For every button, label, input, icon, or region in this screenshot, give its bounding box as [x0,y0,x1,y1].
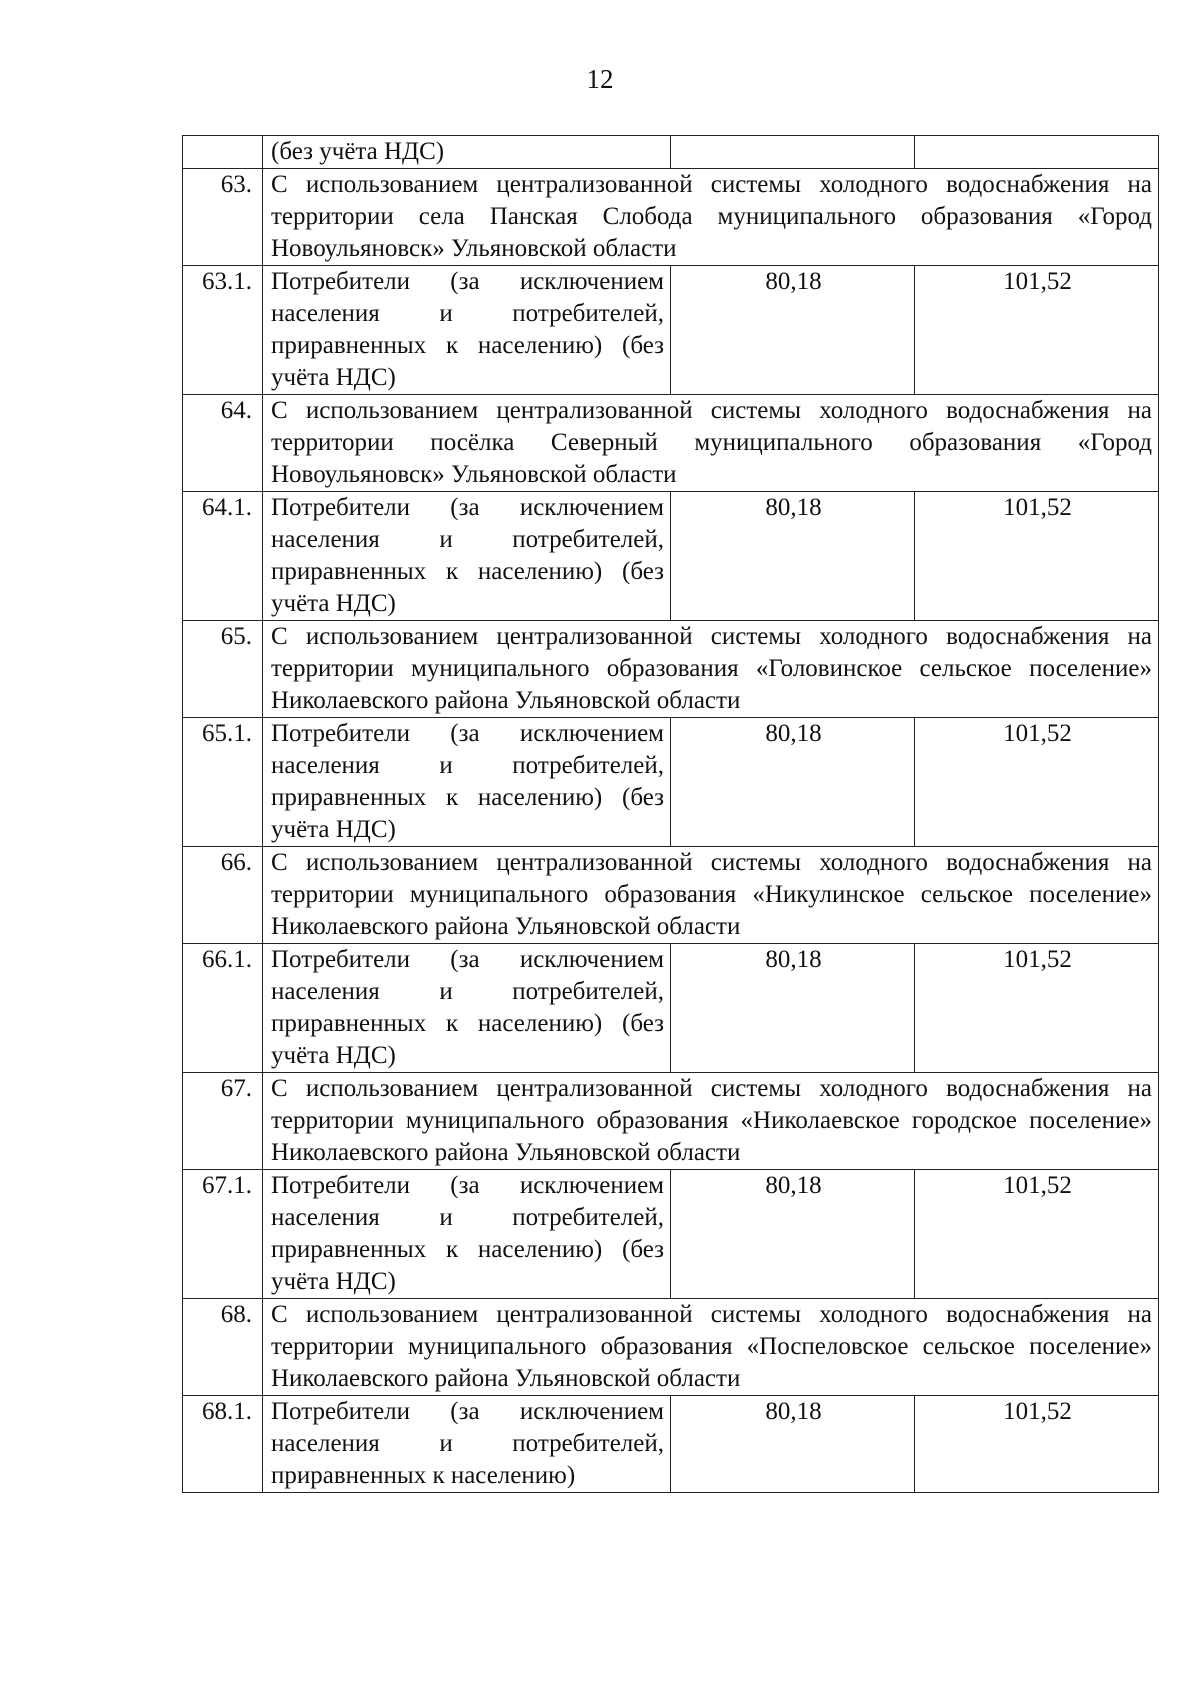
tariff-value-cell: 101,52 [915,944,1159,1073]
table-row [183,847,1159,944]
row-number-cell: 66. [183,847,263,944]
tariff-table [182,135,1159,1493]
section-heading-cell: С использованием централизованной системы холодного водоснабжения на территории муниципального образования «Николаевское городское поселение» Николаевского района Ульяновской области [263,1073,1159,1170]
tariff-value-cell: 101,52 [915,492,1159,621]
table-row [183,718,1159,847]
consumer-text-cell: Потребители (за исключением населения и потребителей, приравненных к населению) (без учёта НДС) [263,1170,671,1299]
section-heading-cell: С использованием централизованной системы холодного водоснабжения на территории села Панская Слобода муниципального образования «Город Новоульяновск» Ульяновской области [263,169,1159,266]
row-number-cell: 63.1. [183,266,263,395]
row-number-cell: 64.1. [183,492,263,621]
consumer-text-cell: (без учёта НДС) [263,136,671,169]
row-number-cell: 65. [183,621,263,718]
consumer-text-cell: Потребители (за исключением населения и потребителей, приравненных к населению) [263,1396,671,1493]
section-heading-cell: С использованием централизованной системы холодного водоснабжения на территории муниципального образования «Никулинское сельское поселение» Николаевского района Ульяновской области [263,847,1159,944]
table-row [183,1396,1159,1493]
consumer-text-cell: Потребители (за исключением населения и потребителей, приравненных к населению) (без учёта НДС) [263,718,671,847]
row-number-cell: 64. [183,395,263,492]
tariff-value-cell: 80,18 [671,1396,915,1493]
section-heading-cell: С использованием централизованной системы холодного водоснабжения на территории посёлка Северный муниципального образования «Город Новоульяновск» Ульяновской области [263,395,1159,492]
tariff-value-cell: 101,52 [915,718,1159,847]
tariff-value-cell: 101,52 [915,1396,1159,1493]
row-number-cell: 67. [183,1073,263,1170]
table-row [183,169,1159,266]
tariff-value-cell: 80,18 [671,492,915,621]
table-row [183,1170,1159,1299]
row-number-cell: 67.1. [183,1170,263,1299]
table-row [183,621,1159,718]
tariff-value-cell: 101,52 [915,266,1159,395]
row-number-cell: 63. [183,169,263,266]
tariff-value-cell: 80,18 [671,1170,915,1299]
table-row [183,1073,1159,1170]
tariff-value-cell: 80,18 [671,266,915,395]
page-number: 12 [586,64,614,94]
table-row [183,492,1159,621]
tariff-value-cell [915,136,1159,169]
section-heading-cell: С использованием централизованной системы холодного водоснабжения на территории муниципального образования «Поспеловское сельское поселение» Николаевского района Ульяновской области [263,1299,1159,1396]
table-row [183,1299,1159,1396]
consumer-text-cell: Потребители (за исключением населения и потребителей, приравненных к населению) (без учёта НДС) [263,266,671,395]
table-row [183,395,1159,492]
consumer-text-cell: Потребители (за исключением населения и потребителей, приравненных к населению) (без учёта НДС) [263,944,671,1073]
table-row [183,944,1159,1073]
row-number-cell [183,136,263,169]
row-number-cell: 68.1. [183,1396,263,1493]
tariff-value-cell [671,136,915,169]
section-heading-cell: С использованием централизованной системы холодного водоснабжения на территории муниципального образования «Головинское сельское поселение» Николаевского района Ульяновской области [263,621,1159,718]
consumer-text-cell: Потребители (за исключением населения и потребителей, приравненных к населению) (без учёта НДС) [263,492,671,621]
row-number-cell: 66.1. [183,944,263,1073]
row-number-cell: 65.1. [183,718,263,847]
table-row [183,266,1159,395]
tariff-value-cell: 80,18 [671,944,915,1073]
table-row [183,136,1159,169]
tariff-value-cell: 80,18 [671,718,915,847]
tariff-value-cell: 101,52 [915,1170,1159,1299]
tariff-table-body [183,136,1159,1493]
row-number-cell: 68. [183,1299,263,1396]
